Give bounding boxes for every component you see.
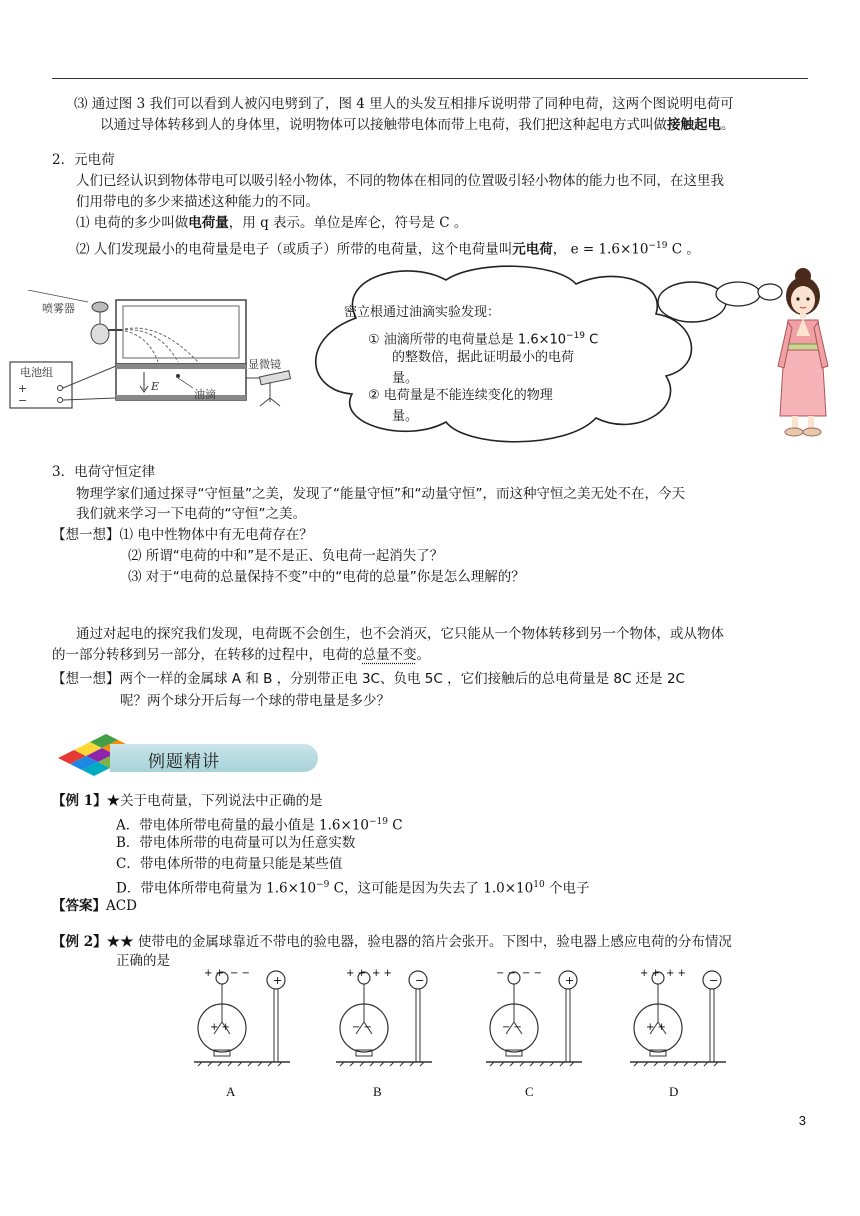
svg-text:−: − xyxy=(709,974,719,987)
svg-text:+: + xyxy=(565,974,575,987)
section2-heading: 2．元电荷 xyxy=(52,152,115,168)
section2-intro1: 人们已经认识到物体带电可以吸引轻小物体，不同的物体在相同的位置吸引轻小物体的能力也不同，在这里我 xyxy=(76,173,724,189)
item3-line2: 以通过导体转移到人的身体里，说明物体可以接触带电体而带上电荷，我们把这种起电方式叫做接触起电。 xyxy=(100,117,735,133)
option-label-a: A xyxy=(226,1084,236,1099)
item3-line1: ⑶ 通过图 3 我们可以看到人被闪电劈到了，图 4 里人的头发互相排斥说明带了同种电荷，这两个图说明电荷可 xyxy=(74,96,734,112)
examples-banner xyxy=(52,736,268,776)
conservation-law-line2: 的一部分转移到另一部分，在转移的过程中，电荷的总量不变。 xyxy=(52,647,430,663)
svg-text:− −: − − xyxy=(352,1022,372,1033)
svg-text:+: + xyxy=(273,974,283,987)
svg-text:+ +: + + xyxy=(372,968,392,979)
svg-text:− −: − − xyxy=(230,968,250,979)
label-field-e: E xyxy=(151,380,160,393)
svg-text:+: + xyxy=(18,382,28,395)
difficulty-stars-icon: ★★ xyxy=(106,934,134,950)
banner-title: 例题精讲 xyxy=(148,752,220,772)
think2-line2: 呢？两个球分开后每一个球的带电量是多少？ xyxy=(120,693,390,709)
girl-illustration xyxy=(772,266,834,438)
option-label-d: D xyxy=(669,1084,679,1099)
section2-item1: ⑴ 电荷的多少叫做电荷量，用 q 表示。单位是库仑，符号是 C 。 xyxy=(76,215,468,231)
section3-intro2: 我们就来学习一下电荷的“守恒”之美。 xyxy=(76,506,306,522)
example2-stem-line2: 正确的是 xyxy=(116,953,170,969)
label-sprayer: 喷雾器 xyxy=(42,302,75,315)
section3-intro1: 物理学家们通过探寻“守恒量”之美，发现了“能量守恒”和“动量守恒”，而这种守恒之美无处不在，今天 xyxy=(76,486,685,502)
think2-line1: 【想一想】两个一样的金属球 A 和 B ，分别带正电 3C、负电 5C ，它们接触后的总电荷量是 8C 还是 2C xyxy=(52,671,685,687)
section2-intro2: 们用带电的多少来描述这种能力的不同。 xyxy=(76,194,319,210)
svg-text:− −: − − xyxy=(496,968,516,979)
cloud-line6: 量。 xyxy=(392,409,419,424)
cloud-line2: ① 油滴所带的电荷量总是 $1.6\times 10^{-19}$ C xyxy=(368,331,599,348)
example1-option-c: C．带电体所带的电荷量只能是某些值 xyxy=(116,856,343,872)
cloud-line5: ② 电荷量是不能连续变化的物理 xyxy=(368,388,553,403)
example1-option-a: A．带电体所带电荷量的最小值是 $1.6\times 10^{-19}$ C xyxy=(116,817,403,834)
section3-heading: 3．电荷守恒定律 xyxy=(52,464,156,480)
label-oil-drop: 油滴 xyxy=(194,388,216,401)
svg-text:−: − xyxy=(18,394,28,407)
difficulty-star-icon: ★ xyxy=(106,793,121,809)
think1-q3: ⑶ 对于“电荷的总量保持不变”中的“电荷的总量”你是怎么理解的？ xyxy=(128,569,525,585)
svg-text:+ +: + + xyxy=(346,968,366,979)
millikan-apparatus-figure xyxy=(8,290,304,430)
example1-stem: 【例 1】★关于电荷量，下列说法中正确的是 xyxy=(52,793,323,809)
conservation-law-line1: 通过对起电的探究我们发现，电荷既不会创生，也不会消灭，它只能从一个物体转移到另一个物体，或从物体 xyxy=(76,626,724,642)
cloud-line1: 密立根通过油滴实验发现： xyxy=(344,305,501,320)
section2-item2: ⑵ 人们发现最小的电荷量是电子（或质子）所带的电荷量，这个电荷量叫元电荷， $e = 1.6\times 10^{-19}$ C 。 xyxy=(76,241,700,258)
option-label-b: B xyxy=(373,1084,382,1099)
option-label-c: C xyxy=(525,1084,534,1099)
svg-text:+ +: + + xyxy=(666,968,686,979)
think1-q2: ⑵ 所谓“电荷的中和”是不是正、负电荷一起消失了？ xyxy=(128,548,444,564)
example2-stem-line1: 【例 2】★★ 使带电的金属球靠近不带电的验电器，验电器的箔片会张开。下图中，验电器上感应电荷的分布情况 xyxy=(52,934,732,950)
example1-option-b: B．带电体所带的电荷量可以为任意实数 xyxy=(116,835,356,851)
svg-text:+ +: + + xyxy=(646,1022,666,1033)
svg-text:+ +: + + xyxy=(640,968,660,979)
svg-text:+ +: + + xyxy=(210,1022,230,1033)
think1-q1: 【想一想】⑴ 电中性物体中有无电荷存在？ xyxy=(52,527,313,543)
example1-option-d: D．带电体所带电荷量为 $1.6\times 10^{-9}$ C，这可能是因为失去了 $1.0\times 10^{10}$ 个电子 xyxy=(116,880,590,897)
example1-answer: 【答案】ACD xyxy=(52,898,137,914)
svg-text:− −: − − xyxy=(502,1022,522,1033)
term-contact-charging: 接触起电 xyxy=(667,117,721,133)
label-microscope: 显微镜 xyxy=(248,358,281,371)
cloud-line4: 量。 xyxy=(392,371,419,386)
svg-text:+ +: + + xyxy=(204,968,224,979)
header-rule xyxy=(52,78,808,79)
cloud-line3: 的整数倍，据此证明最小的电荷 xyxy=(392,350,575,365)
svg-text:− −: − − xyxy=(522,968,542,979)
svg-text:−: − xyxy=(415,974,425,987)
electroscope-options-figure xyxy=(180,966,750,1070)
page-number: 3 xyxy=(798,1113,806,1128)
label-battery: 电池组 xyxy=(20,366,53,379)
